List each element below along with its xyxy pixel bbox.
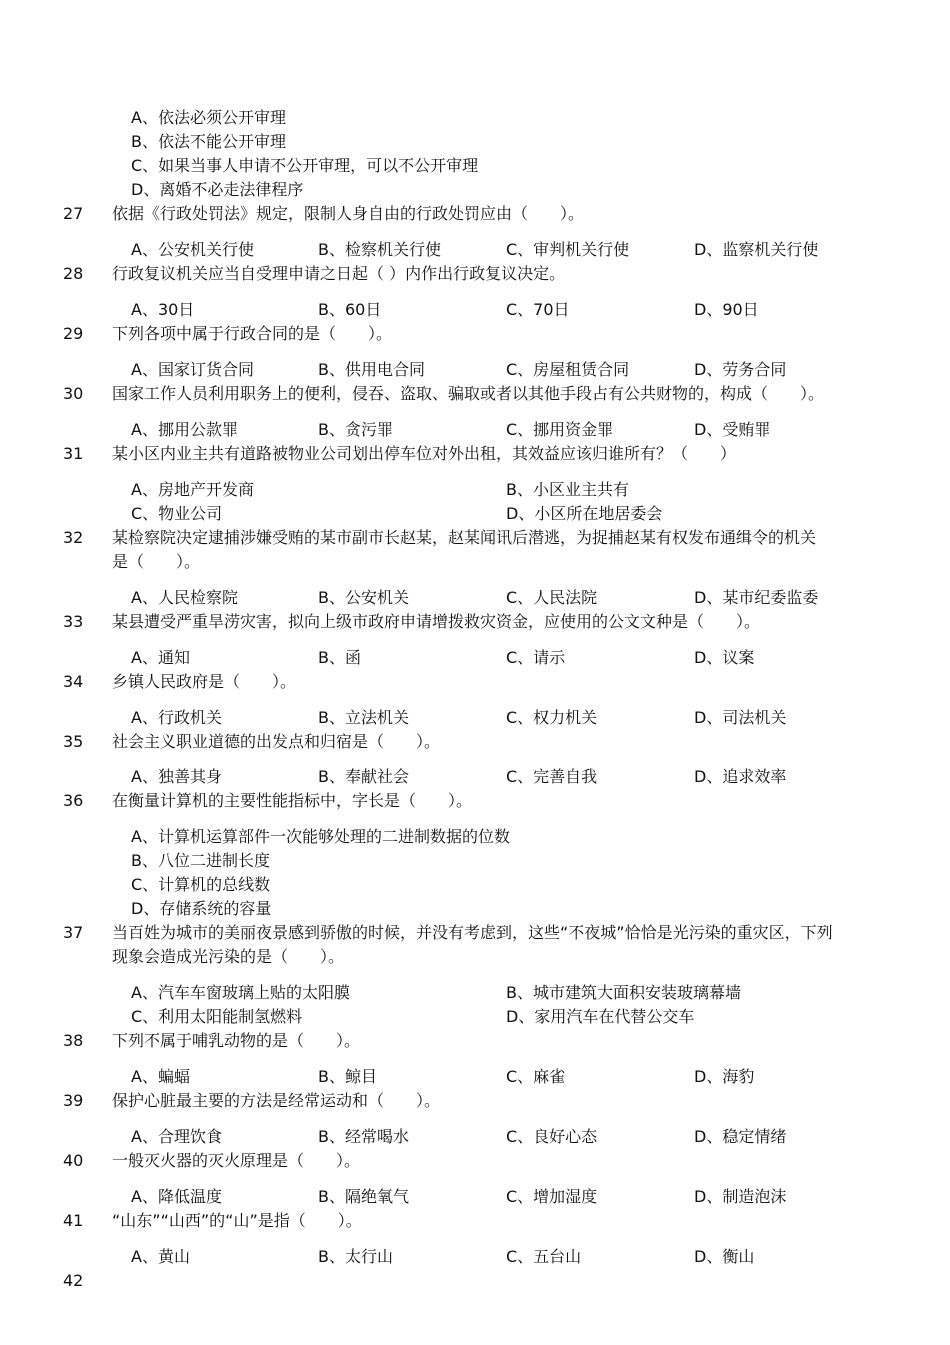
option-b: B、太行山 <box>318 1247 393 1266</box>
option-a: A、房地产开发商 <box>131 480 254 499</box>
question-number: 36 <box>63 791 84 810</box>
option-b: B、公安机关 <box>318 588 409 607</box>
question-stem: 某检察院决定逮捕涉嫌受贿的某市副市长赵某，赵某闻讯后潜逃，为捉捕赵某有权发布通缉令的机关 <box>112 528 817 547</box>
option-b: B、鲸目 <box>318 1067 377 1086</box>
question-number: 31 <box>63 444 84 463</box>
option-a: A、依法必须公开审理 <box>131 108 286 127</box>
option-b: B、60日 <box>318 300 382 319</box>
option-d: D、小区所在地居委会 <box>506 504 663 523</box>
question-number: 37 <box>63 923 84 942</box>
question-stem: 当百姓为城市的美丽夜景感到骄傲的时候，并没有考虑到，这些“不夜城”恰恰是光污染的重灾区，下列 <box>112 923 833 942</box>
question-number: 40 <box>63 1151 84 1170</box>
question-number: 28 <box>63 264 84 283</box>
option-c: C、物业公司 <box>131 504 223 523</box>
option-d: D、离婚不必走法律程序 <box>131 180 304 199</box>
question-stem: 行政复议机关应当自受理申请之日起（ ）内作出行政复议决定。 <box>112 264 566 283</box>
option-d: D、存储系统的容量 <box>131 899 272 918</box>
option-a: A、挪用公款罪 <box>131 420 238 439</box>
question-stem: 依据《行政处罚法》规定，限制人身自由的行政处罚应由（ ）。 <box>112 204 585 223</box>
option-c: C、增加湿度 <box>506 1187 598 1206</box>
question-number: 32 <box>63 528 84 547</box>
option-c: C、利用太阳能制氢燃料 <box>131 1007 303 1026</box>
option-b: B、依法不能公开审理 <box>131 132 286 151</box>
option-d: D、90日 <box>694 300 759 319</box>
question-number: 34 <box>63 672 84 691</box>
option-b: B、城市建筑大面积安装玻璃幕墙 <box>506 983 741 1002</box>
option-c: C、如果当事人申请不公开审理，可以不公开审理 <box>131 156 479 175</box>
option-d: D、受贿罪 <box>694 420 771 439</box>
question-stem: 国家工作人员利用职务上的便利，侵吞、盗取、骗取或者以其他手段占有公共财物的，构成（ ）。 <box>112 384 825 403</box>
option-c: C、计算机的总线数 <box>131 875 271 894</box>
option-b: B、立法机关 <box>318 708 409 727</box>
option-d: D、追求效率 <box>694 767 787 786</box>
question-stem: “山东”“山西”的“山”是指（ ）。 <box>112 1211 362 1230</box>
option-a: A、降低温度 <box>131 1187 222 1206</box>
option-d: D、议案 <box>694 648 755 667</box>
option-a: A、汽车车窗玻璃上贴的太阳膜 <box>131 983 350 1002</box>
option-b: B、小区业主共有 <box>506 480 629 499</box>
question-stem: 某小区内业主共有道路被物业公司划出停车位对外出租，其效益应该归谁所有？（ ） <box>112 444 737 463</box>
option-b: B、奉献社会 <box>318 767 409 786</box>
question-stem: 下列各项中属于行政合同的是（ ）。 <box>112 324 393 343</box>
question-stem: 下列不属于哺乳动物的是（ ）。 <box>112 1031 361 1050</box>
question-number: 33 <box>63 612 84 631</box>
option-c: C、麻雀 <box>506 1067 566 1086</box>
option-d: D、衡山 <box>694 1247 755 1266</box>
option-a: A、人民检察院 <box>131 588 238 607</box>
option-c: C、人民法院 <box>506 588 598 607</box>
question-stem-continued: 现象会造成光污染的是（ ）。 <box>112 947 345 966</box>
option-b: B、函 <box>318 648 361 667</box>
option-d: D、制造泡沫 <box>694 1187 787 1206</box>
question-stem: 乡镇人民政府是（ ）。 <box>112 672 297 691</box>
option-b: B、八位二进制长度 <box>131 851 270 870</box>
question-stem-continued: 是（ ）。 <box>112 552 201 571</box>
option-c: C、审判机关行使 <box>506 240 630 259</box>
option-d: D、劳务合同 <box>694 360 787 379</box>
option-d: D、司法机关 <box>694 708 787 727</box>
question-number: 29 <box>63 324 84 343</box>
option-b: B、供用电合同 <box>318 360 425 379</box>
question-number: 42 <box>63 1271 84 1290</box>
question-number: 41 <box>63 1211 84 1230</box>
option-c: C、五台山 <box>506 1247 582 1266</box>
option-b: B、隔绝氧气 <box>318 1187 409 1206</box>
option-a: A、蝙蝠 <box>131 1067 190 1086</box>
question-stem: 保护心脏最主要的方法是经常运动和（ ）。 <box>112 1091 441 1110</box>
option-c: C、良好心态 <box>506 1127 598 1146</box>
option-d: D、海豹 <box>694 1067 755 1086</box>
option-c: C、70日 <box>506 300 570 319</box>
option-b: B、贪污罪 <box>318 420 393 439</box>
option-a: A、30日 <box>131 300 195 319</box>
option-a: A、独善其身 <box>131 767 222 786</box>
option-a: A、行政机关 <box>131 708 222 727</box>
option-b: B、经常喝水 <box>318 1127 409 1146</box>
option-c: C、挪用资金罪 <box>506 420 614 439</box>
question-number: 30 <box>63 384 84 403</box>
question-number: 27 <box>63 204 84 223</box>
option-a: A、国家订货合同 <box>131 360 254 379</box>
question-stem: 某县遭受严重旱涝灾害，拟向上级市政府申请增拨救灾资金，应使用的公文文种是（ ）。 <box>112 612 761 631</box>
question-number: 35 <box>63 732 84 751</box>
option-d: D、家用汽车在代替公交车 <box>506 1007 695 1026</box>
question-number: 39 <box>63 1091 84 1110</box>
question-number: 38 <box>63 1031 84 1050</box>
question-stem: 在衡量计算机的主要性能指标中，字长是（ ）。 <box>112 791 473 810</box>
option-a: A、合理饮食 <box>131 1127 222 1146</box>
option-c: C、权力机关 <box>506 708 598 727</box>
option-d: D、某市纪委监委 <box>694 588 819 607</box>
question-stem: 社会主义职业道德的出发点和归宿是（ ）。 <box>112 732 441 751</box>
option-b: B、检察机关行使 <box>318 240 441 259</box>
option-a: A、黄山 <box>131 1247 190 1266</box>
option-c: C、完善自我 <box>506 767 598 786</box>
option-d: D、稳定情绪 <box>694 1127 787 1146</box>
option-c: C、请示 <box>506 648 566 667</box>
option-c: C、房屋租赁合同 <box>506 360 630 379</box>
option-a: A、公安机关行使 <box>131 240 254 259</box>
option-a: A、计算机运算部件一次能够处理的二进制数据的位数 <box>131 827 510 846</box>
option-d: D、监察机关行使 <box>694 240 819 259</box>
option-a: A、通知 <box>131 648 190 667</box>
question-stem: 一般灭火器的灭火原理是（ ）。 <box>112 1151 361 1170</box>
